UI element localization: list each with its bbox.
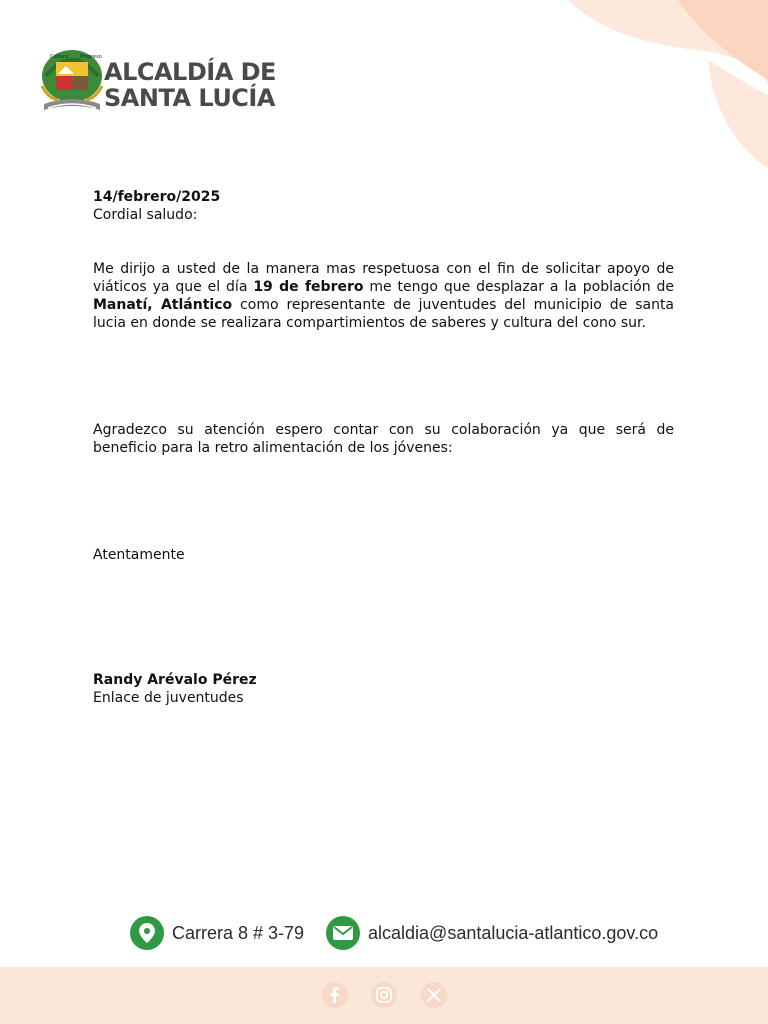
signer-name: Randy Arévalo Pérez bbox=[93, 672, 257, 688]
letter-greeting: Cordial saludo: bbox=[93, 207, 198, 223]
address-text: Carrera 8 # 3-79 bbox=[172, 922, 305, 943]
footer-email bbox=[326, 916, 658, 950]
p1-text-c: me tengo que desplazar a la población de bbox=[363, 279, 674, 295]
coat-of-arms-icon bbox=[40, 46, 104, 120]
letter-date: 14/febrero/2025 bbox=[93, 189, 221, 205]
instagram-icon[interactable] bbox=[371, 982, 397, 1008]
facebook-icon[interactable] bbox=[322, 982, 348, 1008]
letter-closing: Atentamente bbox=[93, 547, 185, 563]
envelope-icon bbox=[326, 916, 360, 950]
location-pin-icon bbox=[130, 916, 164, 950]
p1-text-e: como representante de juventudes del municipio de santa lucia en donde se realizara compartimientos de saberes y cultura del cono sur. bbox=[93, 297, 675, 331]
letter-paragraph-1 bbox=[93, 260, 674, 332]
p1-date-bold: 19 de febrero bbox=[253, 279, 364, 295]
email-link[interactable]: alcaldia@santalucia-atlantico.gov.co bbox=[368, 922, 659, 943]
decorative-corner-shape bbox=[528, 0, 768, 180]
x-icon[interactable] bbox=[421, 982, 447, 1008]
footer-address bbox=[130, 916, 304, 950]
p1-text-a: Me dirijo a usted de la manera mas respetuosa con el fin de solicitar apoyo de viáticos ya que el día bbox=[93, 261, 674, 295]
logo-line-2: SANTA LUCÍA bbox=[104, 84, 275, 112]
municipal-logo bbox=[40, 46, 290, 122]
logo-line-1: ALCALDÍA DE bbox=[104, 58, 276, 86]
seal-caption-left: Cultura bbox=[50, 54, 69, 60]
p1-place-bold: Manatí, Atlántico bbox=[93, 297, 233, 313]
seal-caption-right: Progreso bbox=[80, 54, 102, 60]
signer-role: Enlace de juventudes bbox=[93, 690, 244, 706]
letter-paragraph-2: Agradezco su atención espero contar con su colaboración ya que será de beneficio para la retro alimentación de los jóvenes: bbox=[93, 422, 674, 456]
